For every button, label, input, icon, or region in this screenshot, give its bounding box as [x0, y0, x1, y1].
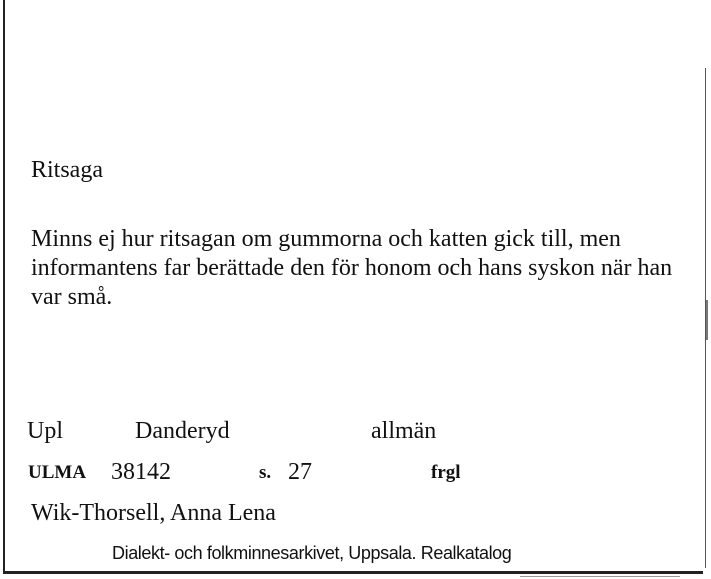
- parish-label: Danderyd: [135, 418, 230, 444]
- record-number: 38142: [111, 459, 171, 485]
- informant-name: Wik-Thorsell, Anna Lena: [31, 500, 276, 526]
- card-title: Ritsaga: [31, 157, 103, 183]
- card-bottom-mark: [520, 576, 680, 577]
- card-right-mark: [706, 300, 708, 340]
- category-label: allmän: [371, 418, 437, 444]
- archive-code: ULMA: [28, 462, 87, 483]
- card-left-border: [3, 0, 5, 574]
- region-label: Upl: [27, 418, 63, 444]
- tag-label: frgl: [431, 462, 461, 483]
- archive-footer: Dialekt- och folkminnesarkivet, Uppsala. Realkatalog: [112, 543, 512, 563]
- page-label: s.: [259, 462, 272, 483]
- card-body-text: Minns ej hur ritsagan om gummorna och katten gick till, men informantens far berättade den för honom och hans syskon när han var små.: [31, 226, 673, 310]
- page-number: 27: [288, 459, 312, 485]
- card-bottom-border: [3, 571, 703, 574]
